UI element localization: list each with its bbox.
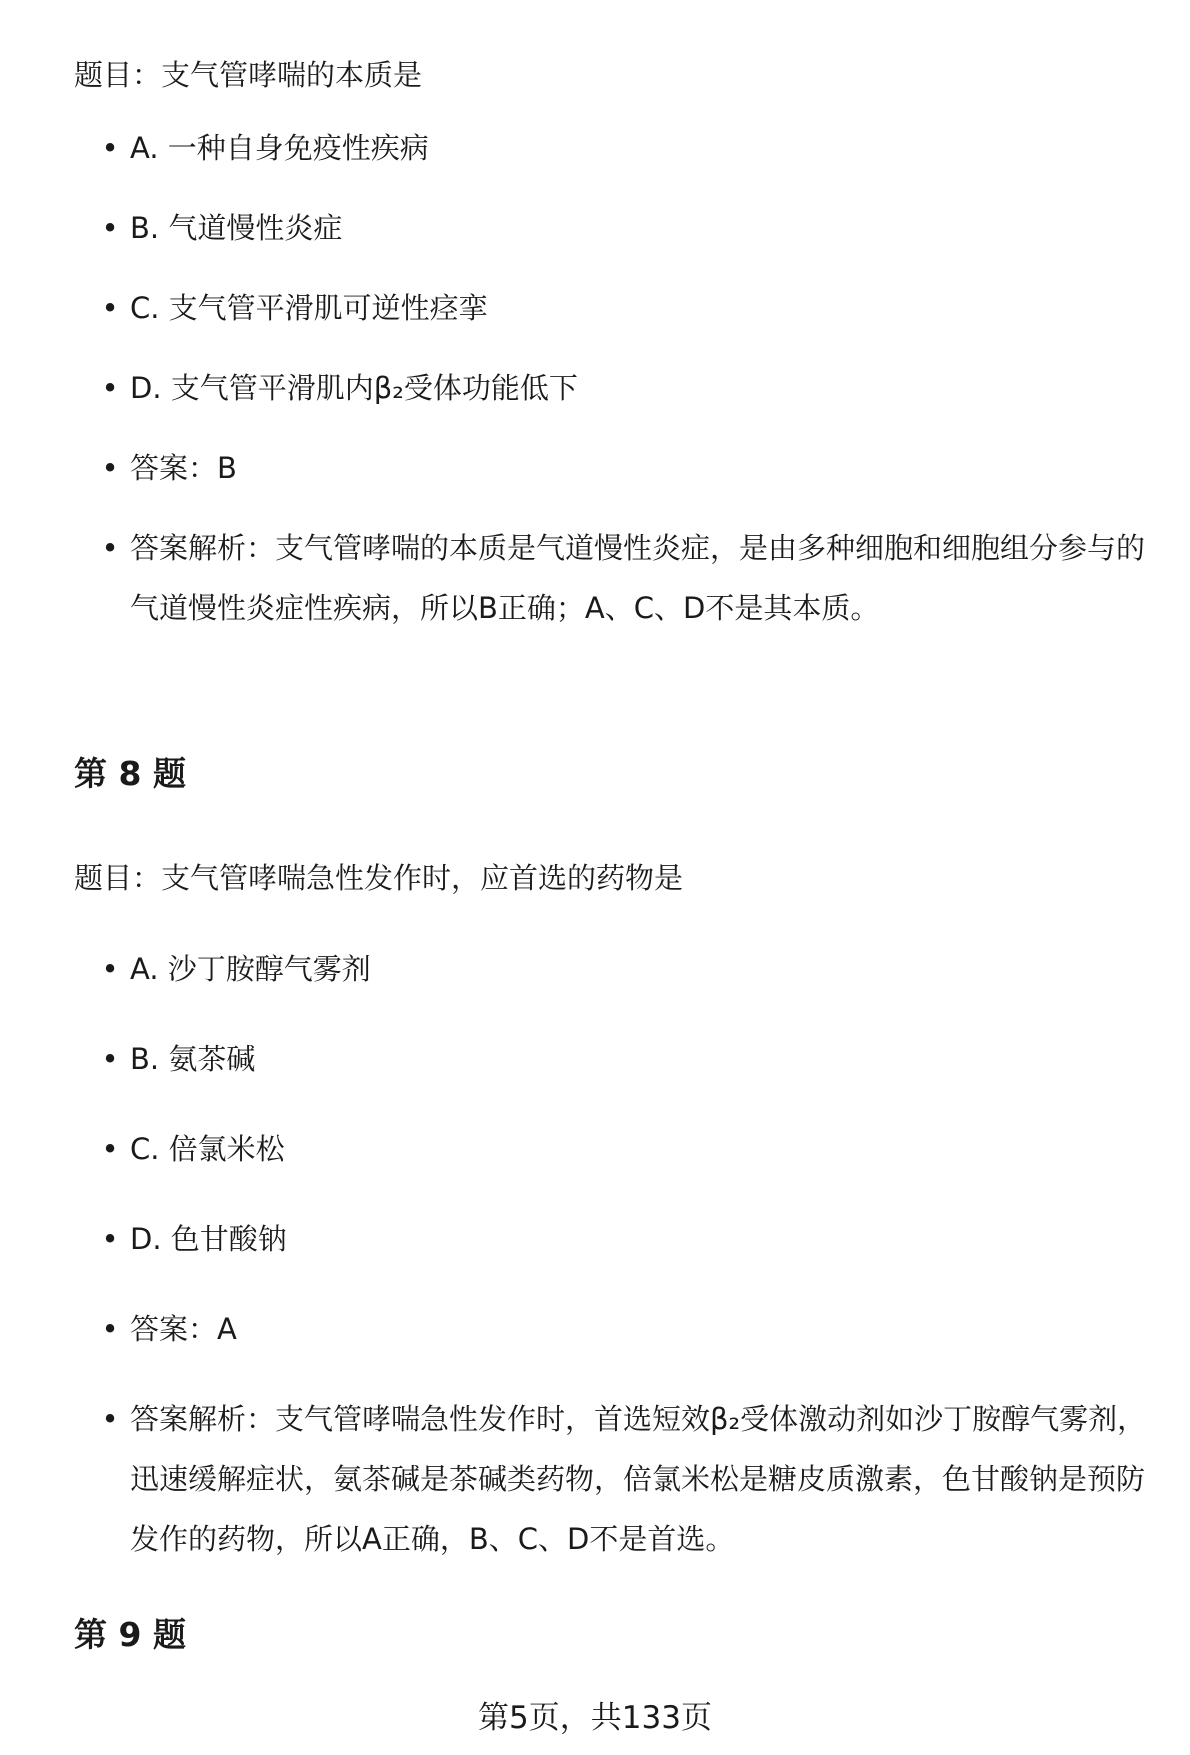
bullet-icon: •	[101, 371, 119, 405]
bullet-icon: •	[101, 531, 119, 565]
question-8-option-c	[101, 1119, 1160, 1179]
option-text: B. 气道慢性炎症	[130, 211, 343, 245]
bullet-icon: •	[101, 1132, 119, 1166]
question-7-option-d	[101, 358, 1160, 418]
question-8-analysis	[101, 1389, 1160, 1569]
bullet-icon: •	[101, 291, 119, 325]
bullet-icon: •	[101, 131, 119, 165]
question-8-answer	[101, 1299, 1160, 1359]
question-7-stem: 题目：支气管哮喘的本质是	[74, 58, 423, 92]
question-7-answer	[101, 438, 1160, 498]
question-7-analysis	[101, 518, 1160, 638]
question-8-option-d	[101, 1209, 1160, 1269]
page-indicator: 第5页，共133页	[478, 1700, 712, 1736]
bullet-icon: •	[101, 1402, 119, 1436]
question-7-option-a	[101, 118, 1160, 178]
option-text: C. 倍氯米松	[130, 1132, 285, 1166]
bullet-icon: •	[101, 952, 119, 986]
answer-text: 答案：A	[130, 1312, 237, 1346]
answer-text: 答案：B	[130, 451, 237, 485]
question-8-heading: 第 8 题	[74, 754, 186, 793]
bullet-icon: •	[101, 1222, 119, 1256]
analysis-text: 答案解析：支气管哮喘急性发作时，首选短效β₂受体激动剂如沙丁胺醇气雾剂，迅速缓解症状，氨茶碱是茶碱类药物，倍氯米松是糖皮质激素，色甘酸钠是预防发作的药物，所以A正确，B、C、D不是首选。	[130, 1402, 1147, 1556]
question-8-option-b	[101, 1029, 1160, 1089]
analysis-text: 答案解析：支气管哮喘的本质是气道慢性炎症，是由多种细胞和细胞组分参与的气道慢性炎症性疾病，所以B正确；A、C、D不是其本质。	[130, 531, 1146, 625]
option-text: A. 一种自身免疫性疾病	[130, 131, 429, 165]
bullet-icon: •	[101, 1042, 119, 1076]
bullet-icon: •	[101, 1312, 119, 1346]
question-7-option-b	[101, 198, 1160, 258]
option-text: B. 氨茶碱	[130, 1042, 256, 1076]
option-text: C. 支气管平滑肌可逆性痉挛	[130, 291, 488, 325]
option-text: D. 色甘酸钠	[130, 1222, 287, 1256]
question-7-option-c	[101, 278, 1160, 338]
question-8-option-a	[101, 939, 1160, 999]
option-text: D. 支气管平滑肌内β₂受体功能低下	[130, 371, 578, 405]
bullet-icon: •	[101, 451, 119, 485]
question-9-heading: 第 9 题	[74, 1615, 186, 1654]
option-text: A. 沙丁胺醇气雾剂	[130, 952, 371, 986]
bullet-icon: •	[101, 211, 119, 245]
question-8-stem: 题目：支气管哮喘急性发作时，应首选的药物是	[74, 861, 684, 895]
